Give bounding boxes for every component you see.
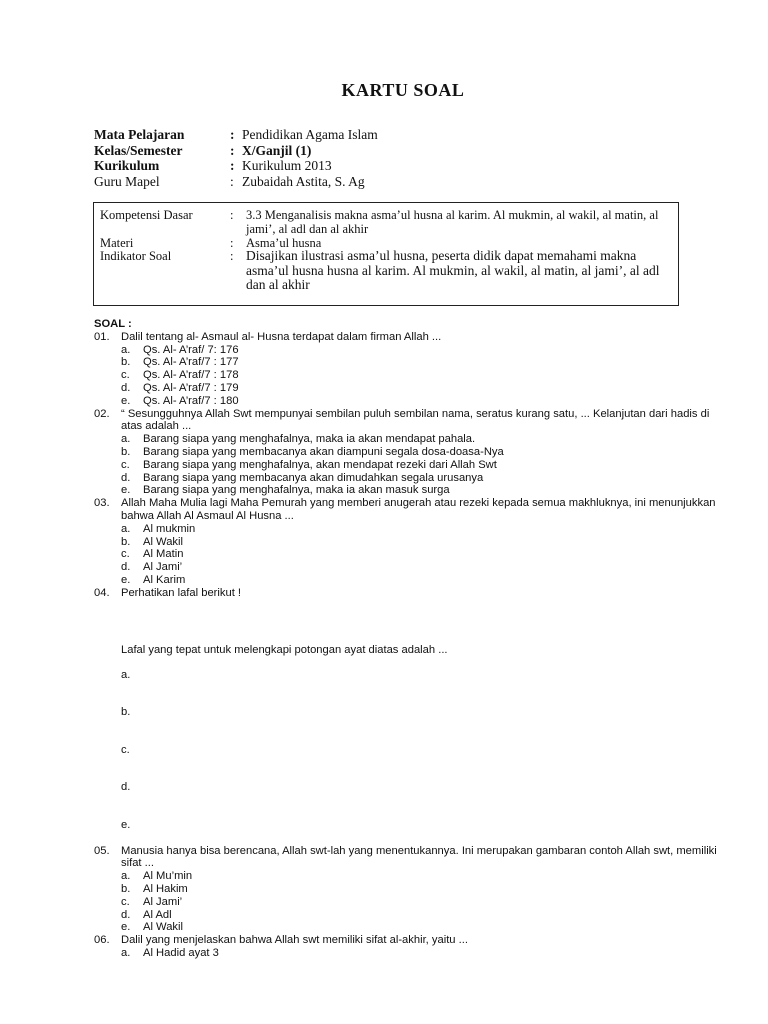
option-letter: c. [121,743,130,756]
question-text: Dalil yang menjelaskan bahwa Allah swt memiliki sifat al-akhir, yaitu ... [121,934,468,947]
option-text: Al Matin [143,548,184,561]
answer-option [94,561,721,574]
answer-option [94,369,721,382]
box-row-indikator [100,249,674,293]
question-01 [94,331,721,344]
option-text: Al Mu’min [143,870,193,883]
option-letter: e. [121,484,131,497]
question-02 [94,408,721,434]
meta-value: Pendidikan Agama Islam [242,127,378,142]
question-section [94,318,721,960]
option-text: Barang siapa yang menghafalnya, akan mendapat rezeki dari Allah Swt [143,458,497,471]
option-letter: a. [121,946,131,959]
question-number: 05. [94,844,110,857]
blank-verse-area [94,600,721,644]
question-text: Allah Maha Mulia lagi Maha Pemurah yang memberi anugerah atau rezeki kepada semua makhluknya, ini menunjukkan bahwa Allah Al Asmaul Al Husna ... [121,497,716,522]
question-number: 01. [94,330,110,343]
option-letter: e. [121,921,131,934]
option-text: Qs. Al- A’raf/ 7: 176 [143,343,239,356]
box-label: Indikator Soal [100,249,172,263]
option-letter: d. [121,381,131,394]
section-heading: SOAL : [94,318,132,330]
answer-option [94,484,721,497]
answer-option [94,744,721,782]
option-letter: b. [121,882,131,895]
question-number: 06. [94,934,110,947]
question-text: Dalil tentang al- Asmaul al- Husna terdapat dalam firman Allah ... [121,330,442,343]
option-letter: b. [121,356,131,369]
meta-row-class [94,143,378,159]
box-colon: : [230,208,234,222]
question-06 [94,934,721,947]
competency-box [93,202,679,306]
answer-option [94,921,721,934]
meta-label: Kurikulum [94,158,160,173]
option-text: Barang siapa yang menghafalnya, maka ia akan mendapat pahala. [143,433,476,446]
option-letter: d. [121,561,131,574]
answer-option [94,548,721,561]
meta-colon: : [230,173,234,189]
answer-option [94,382,721,395]
answer-option [94,446,721,459]
option-text: Al Wakil [143,921,183,934]
answer-option [94,883,721,896]
box-value: Asma’ul husna [246,236,322,250]
option-letter: b. [121,706,131,719]
answer-option [94,947,721,960]
meta-colon: : [230,142,235,158]
box-colon: : [230,236,234,250]
box-colon: : [230,249,234,263]
option-text: Al Hadid ayat 3 [143,946,219,959]
meta-value: X/Ganjil (1) [242,142,312,158]
answer-option [94,909,721,922]
option-text: Barang siapa yang membacanya akan dimudahkan segala urusanya [143,471,484,484]
answer-option [94,669,721,707]
meta-label: Mata Pelajaran [94,127,185,142]
meta-value: Zubaidah Astita, S. Ag [242,173,365,189]
option-letter: a. [121,343,131,356]
question-number: 03. [94,497,110,510]
answer-option [94,896,721,909]
option-text: Barang siapa yang menghafalnya, maka ia akan masuk surga [143,484,450,497]
box-label: Kompetensi Dasar [100,208,193,222]
option-letter: d. [121,781,131,794]
box-value: Disajikan ilustrasi asma’ul husna, peserta didik dapat memahami makna asma’ul husna husna al karim. Al mukmin, al wakil, al matin, al jami’, al adl dan al akhir [246,248,660,292]
option-text: Qs. Al- A’raf/7 : 179 [143,381,239,394]
option-text: Qs. Al- A’raf/7 : 177 [143,356,239,369]
meta-colon: : [230,158,235,173]
meta-label: Guru Mapel [94,173,160,189]
meta-colon: : [230,127,235,142]
option-text: Al mukmin [143,522,196,535]
meta-label: Kelas/Semester [94,142,183,158]
option-letter: a. [121,870,131,883]
answer-option [94,356,721,369]
option-text: Al Hakim [143,882,188,895]
option-letter: a. [121,668,131,681]
option-letter: c. [121,895,130,908]
question-number: 04. [94,586,110,599]
option-letter: d. [121,908,131,921]
answer-option [94,781,721,819]
option-letter: e. [121,573,131,586]
answer-option [94,433,721,446]
option-letter: c. [121,548,130,561]
meta-row-subject [94,127,378,143]
answer-option [94,472,721,485]
option-letter: e. [121,818,131,831]
meta-value: Kurikulum 2013 [242,158,332,173]
option-text: Qs. Al- A’raf/7 : 180 [143,394,239,407]
meta-row-teacher [94,174,378,190]
option-letter: c. [121,369,130,382]
option-letter: c. [121,458,130,471]
option-text: Al Wakil [143,535,183,548]
answer-option [94,870,721,883]
option-letter: b. [121,445,131,458]
option-letter: a. [121,522,131,535]
option-text: Al Jami’ [143,895,183,908]
option-text: Qs. Al- A’raf/7 : 178 [143,369,239,382]
option-letter: a. [121,433,131,446]
question-03 [94,497,721,523]
answer-option [94,344,721,357]
header-info [94,127,378,189]
question-05 [94,845,721,871]
option-text: Al Karim [143,573,186,586]
answer-option [94,706,721,744]
answer-option [94,574,721,587]
question-text: Manusia hanya bisa berencana, Allah swt-lah yang menentukannya. Ini merupakan gambaran contoh Allah swt, memiliki sifat ... [121,844,717,870]
answer-option [94,536,721,549]
meta-row-curriculum [94,158,378,174]
option-letter: d. [121,471,131,484]
question-followup [94,644,721,669]
question-number: 02. [94,407,110,420]
answer-option [94,459,721,472]
answer-option [94,819,721,845]
question-text: “ Sesungguhnya Allah Swt mempunyai sembilan puluh sembilan nama, seratus kurang satu, ... Kelanjutan dari hadis di atas adalah ... [121,407,710,433]
page-title: KARTU SOAL [341,80,465,100]
option-text: Barang siapa yang membacanya akan diampuni segala dosa-doasa-Nya [143,445,504,458]
question-followup-text: Lafal yang tepat untuk melengkapi potongan ayat diatas adalah ... [121,643,448,656]
answer-option [94,395,721,408]
question-04 [94,587,721,600]
option-text: Al Jami’ [143,561,183,574]
box-value: 3.3 Menganalisis makna asma’ul husna al karim. Al mukmin, al wakil, al matin, al jami’, al adl dan al akhir [246,208,659,236]
box-label: Materi [100,236,134,250]
option-letter: b. [121,535,131,548]
option-letter: e. [121,394,131,407]
box-row-kompetensi [100,208,674,236]
answer-option [94,523,721,536]
question-text: Perhatikan lafal berikut ! [121,586,242,599]
option-text: Al Adl [143,908,172,921]
